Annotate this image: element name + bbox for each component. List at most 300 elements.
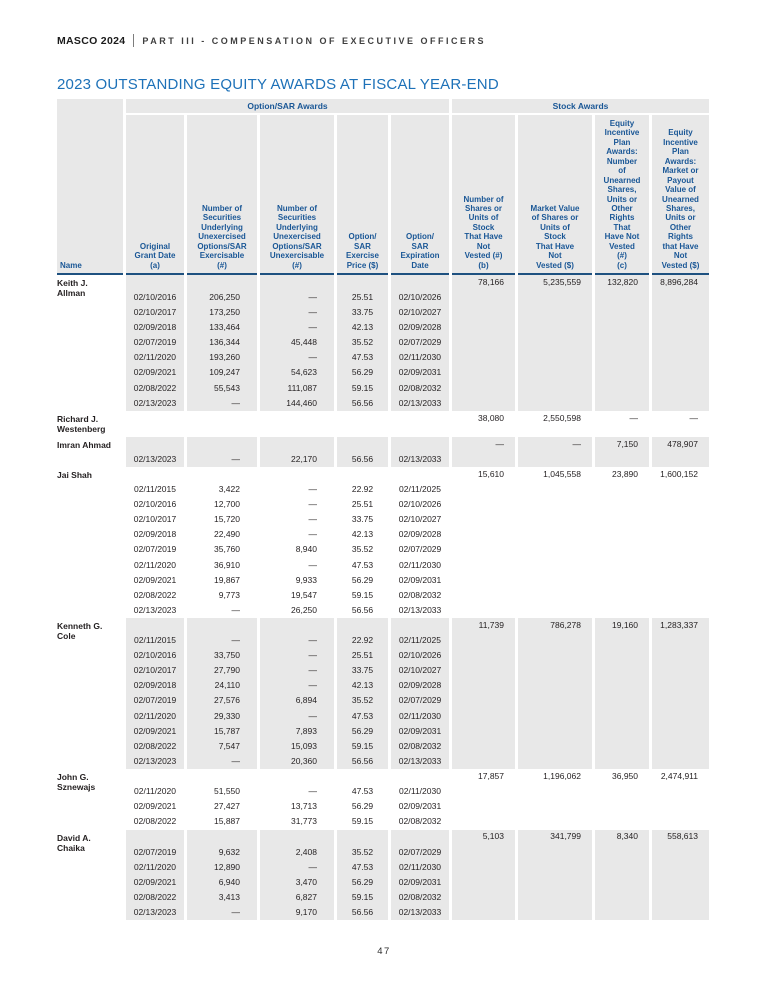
grant-date-cell: 02/10/2016 xyxy=(133,499,177,510)
grant-date-cell: 02/09/2021 xyxy=(126,875,184,890)
empty-cell xyxy=(452,739,515,754)
person-name: Kenneth G. Cole xyxy=(57,618,123,769)
empty-cell xyxy=(187,830,257,845)
column-header-expiration-date: Option/ SAR Expiration Date xyxy=(391,115,449,275)
expiration-date-cell: 02/11/2030 xyxy=(391,709,449,724)
empty-cell xyxy=(452,366,515,381)
column-header-grant-date: Original Grant Date (a) xyxy=(126,115,184,275)
empty-cell xyxy=(652,724,709,739)
grant-date-cell: 02/11/2020 xyxy=(126,351,184,366)
empty-cell xyxy=(452,860,515,875)
empty-cell xyxy=(595,799,649,814)
person-name: Jai Shah xyxy=(57,467,123,618)
market-value-cell: 5,235,559 xyxy=(518,275,592,290)
expiration-date-cell: 02/11/2025 xyxy=(399,483,441,494)
expiration-date-cell: 02/13/2033 xyxy=(391,905,449,920)
unexercisable-cell: 3,470 xyxy=(260,875,334,890)
exercise-price-cell: 59.15 xyxy=(351,589,374,600)
empty-cell xyxy=(652,452,709,467)
expiration-date-cell: 02/07/2029 xyxy=(391,694,449,709)
grant-date-cell: 02/11/2020 xyxy=(134,786,176,797)
exercisable-cell: 9,773 xyxy=(218,589,240,600)
empty-cell xyxy=(595,648,649,663)
grant-date-cell: 02/10/2017 xyxy=(126,663,184,678)
empty-cell xyxy=(652,860,709,875)
exercise-price-cell: 25.51 xyxy=(351,499,374,510)
option-row xyxy=(57,497,709,512)
column-header-row xyxy=(57,115,709,275)
empty-cell xyxy=(518,482,592,497)
grant-date-cell: 02/13/2023 xyxy=(126,754,184,769)
empty-cell xyxy=(260,275,334,290)
unexercisable-cell: 9,170 xyxy=(260,905,334,920)
empty-cell xyxy=(452,305,515,320)
grant-date-cell: 02/07/2019 xyxy=(126,335,184,350)
shares-not-vested-cell: 78,166 xyxy=(452,275,515,290)
exercisable-cell: 136,344 xyxy=(187,335,257,350)
empty-cell xyxy=(652,335,709,350)
column-header-exercisable: Number of Securities Underlying Unexercised Options/SAR Exercisable (#) xyxy=(187,115,257,275)
expiration-date-cell: 02/13/2033 xyxy=(391,396,449,411)
expiration-date-cell: 02/08/2032 xyxy=(398,589,442,600)
empty-cell xyxy=(518,543,592,558)
eip-number-cell: 19,160 xyxy=(595,618,649,633)
unexercisable-cell: — xyxy=(308,483,317,494)
shares-not-vested-cell: 15,610 xyxy=(478,468,504,479)
empty-cell xyxy=(518,799,592,814)
empty-cell xyxy=(518,588,592,603)
person-name: Keith J. Allman xyxy=(57,275,123,411)
empty-cell xyxy=(518,890,592,905)
empty-cell xyxy=(595,815,649,830)
unexercisable-cell: — xyxy=(260,663,334,678)
exercise-price-cell: 59.15 xyxy=(337,739,388,754)
person-row xyxy=(57,275,709,290)
unexercisable-cell: — xyxy=(260,290,334,305)
option-row xyxy=(57,396,709,411)
market-value-cell: 786,278 xyxy=(518,618,592,633)
exercise-price-cell: 35.52 xyxy=(337,335,388,350)
grant-date-cell: 02/08/2022 xyxy=(133,589,177,600)
empty-cell xyxy=(126,275,184,290)
grant-date-cell: 02/07/2019 xyxy=(126,694,184,709)
empty-cell xyxy=(652,558,709,573)
eip-number-cell: 36,950 xyxy=(612,771,638,782)
unexercisable-cell: — xyxy=(308,499,317,510)
empty-cell xyxy=(595,633,649,648)
empty-cell xyxy=(595,497,649,512)
empty-cell xyxy=(452,694,515,709)
empty-cell xyxy=(391,618,449,633)
exercisable-cell: 193,260 xyxy=(187,351,257,366)
empty-cell xyxy=(518,784,592,799)
unexercisable-cell: 144,460 xyxy=(260,396,334,411)
empty-cell xyxy=(518,558,592,573)
empty-cell xyxy=(452,890,515,905)
unexercisable-cell: 15,093 xyxy=(260,739,334,754)
grant-date-cell: 02/10/2017 xyxy=(126,305,184,320)
empty-cell xyxy=(452,815,515,830)
exercisable-cell: 22,490 xyxy=(214,529,240,540)
exercisable-cell: 29,330 xyxy=(187,709,257,724)
empty-cell xyxy=(652,799,709,814)
eip-value-cell: 1,283,337 xyxy=(652,618,709,633)
empty-cell xyxy=(518,860,592,875)
grant-date-cell: 02/11/2020 xyxy=(126,860,184,875)
expiration-date-cell: 02/09/2031 xyxy=(391,366,449,381)
empty-cell xyxy=(518,396,592,411)
option-row xyxy=(57,739,709,754)
empty-cell xyxy=(452,679,515,694)
unexercisable-cell: 111,087 xyxy=(260,381,334,396)
group-header-row xyxy=(57,99,709,115)
exercise-price-cell: 47.53 xyxy=(351,786,374,797)
exercisable-cell: 6,940 xyxy=(187,875,257,890)
empty-cell xyxy=(391,411,449,437)
unexercisable-cell: 13,713 xyxy=(291,801,317,812)
expiration-date-cell: 02/11/2030 xyxy=(399,559,441,570)
grant-date-cell: 02/08/2022 xyxy=(126,890,184,905)
empty-cell xyxy=(652,366,709,381)
unexercisable-cell: 2,408 xyxy=(260,845,334,860)
person-row xyxy=(57,411,709,437)
unexercisable-cell: — xyxy=(308,529,317,540)
exercise-price-cell: 47.53 xyxy=(337,709,388,724)
option-row xyxy=(57,320,709,335)
exercisable-cell: — xyxy=(187,754,257,769)
option-row xyxy=(57,573,709,588)
expiration-date-cell: 02/10/2026 xyxy=(391,648,449,663)
exercisable-cell: — xyxy=(187,396,257,411)
exercisable-cell: 15,887 xyxy=(214,816,240,827)
empty-cell xyxy=(595,573,649,588)
empty-cell xyxy=(595,679,649,694)
column-header-exercise-price: Option/ SAR Exercise Price ($) xyxy=(337,115,388,275)
unexercisable-cell: 45,448 xyxy=(260,335,334,350)
option-row xyxy=(57,633,709,648)
exercise-price-cell: 33.75 xyxy=(337,305,388,320)
empty-cell xyxy=(260,467,334,482)
empty-cell xyxy=(595,396,649,411)
eip-number-cell: 23,890 xyxy=(612,468,638,479)
empty-cell xyxy=(518,527,592,542)
empty-cell xyxy=(652,754,709,769)
expiration-date-cell: 02/09/2028 xyxy=(398,529,442,540)
unexercisable-cell: — xyxy=(260,860,334,875)
empty-cell xyxy=(518,573,592,588)
empty-cell xyxy=(652,290,709,305)
option-row xyxy=(57,860,709,875)
option-row xyxy=(57,679,709,694)
exercise-price-cell: 42.13 xyxy=(337,320,388,335)
expiration-date-cell: 02/10/2027 xyxy=(398,514,442,525)
exercisable-cell: 3,422 xyxy=(218,483,240,494)
exercise-price-cell: 42.13 xyxy=(337,679,388,694)
empty-cell xyxy=(187,618,257,633)
empty-cell xyxy=(518,663,592,678)
empty-cell xyxy=(595,754,649,769)
grant-date-cell: 02/11/2020 xyxy=(134,559,176,570)
empty-cell xyxy=(518,366,592,381)
header-divider xyxy=(133,34,134,47)
exercisable-cell: 133,464 xyxy=(187,320,257,335)
empty-cell xyxy=(391,769,449,784)
exercisable-cell: 33,750 xyxy=(187,648,257,663)
grant-date-cell: 02/09/2021 xyxy=(133,801,177,812)
empty-cell xyxy=(518,305,592,320)
empty-cell xyxy=(452,588,515,603)
unexercisable-cell: 26,250 xyxy=(291,604,317,615)
empty-cell xyxy=(595,512,649,527)
unexercisable-cell: 6,827 xyxy=(260,890,334,905)
option-row xyxy=(57,305,709,320)
option-row xyxy=(57,648,709,663)
person-row xyxy=(57,467,709,482)
empty-cell xyxy=(652,497,709,512)
market-value-cell: 2,550,598 xyxy=(543,412,581,423)
exercise-price-cell: 22.92 xyxy=(337,633,388,648)
exercise-price-cell: 47.53 xyxy=(337,351,388,366)
person-row xyxy=(57,830,709,845)
empty-cell xyxy=(260,830,334,845)
empty-cell xyxy=(652,648,709,663)
empty-cell xyxy=(452,633,515,648)
empty-cell xyxy=(652,396,709,411)
option-row xyxy=(57,588,709,603)
empty-cell xyxy=(452,497,515,512)
column-header-eip-number: Equity Incentive Plan Awards: Number of Unearned Shares, Units or Other Rights That Have Not Vested (#) (c) xyxy=(595,115,649,275)
empty-cell xyxy=(652,815,709,830)
empty-cell xyxy=(652,633,709,648)
unexercisable-cell: 22,170 xyxy=(260,452,334,467)
expiration-date-cell: 02/07/2029 xyxy=(398,544,442,555)
exercise-price-cell: 56.56 xyxy=(337,452,388,467)
exercisable-cell: 173,250 xyxy=(187,305,257,320)
empty-cell xyxy=(337,437,388,452)
unexercisable-cell: — xyxy=(308,559,317,570)
empty-cell xyxy=(452,573,515,588)
eip-number-cell: 132,820 xyxy=(595,275,649,290)
person-row xyxy=(57,618,709,633)
empty-cell xyxy=(518,905,592,920)
page-title: 2023 OUTSTANDING EQUITY AWARDS AT FISCAL YEAR-END xyxy=(57,76,499,93)
unexercisable-cell: 54,623 xyxy=(260,366,334,381)
empty-cell xyxy=(452,482,515,497)
empty-cell xyxy=(518,381,592,396)
exercisable-cell: 27,576 xyxy=(187,694,257,709)
expiration-date-cell: 02/09/2031 xyxy=(391,875,449,890)
empty-cell xyxy=(595,709,649,724)
grant-date-cell: 02/10/2016 xyxy=(126,290,184,305)
exercisable-cell: 36,910 xyxy=(214,559,240,570)
empty-cell xyxy=(452,381,515,396)
column-header-unexercisable: Number of Securities Underlying Unexercised Options/SAR Unexercisable (#) xyxy=(260,115,334,275)
empty-cell xyxy=(187,769,257,784)
option-row xyxy=(57,482,709,497)
unexercisable-cell: — xyxy=(260,351,334,366)
unexercisable-cell: — xyxy=(260,709,334,724)
exercisable-cell: 27,790 xyxy=(187,663,257,678)
person-name: Imran Ahmad xyxy=(57,437,123,467)
empty-cell xyxy=(452,543,515,558)
option-row xyxy=(57,890,709,905)
empty-cell xyxy=(452,784,515,799)
column-header-market-value: Market Value of Shares or Units of Stock That Have Not Vested ($) xyxy=(518,115,592,275)
expiration-date-cell: 02/08/2032 xyxy=(391,890,449,905)
unexercisable-cell: — xyxy=(308,514,317,525)
unexercisable-cell: 31,773 xyxy=(291,816,317,827)
empty-cell xyxy=(126,830,184,845)
empty-cell xyxy=(652,694,709,709)
table-header xyxy=(57,99,709,275)
exercisable-cell: — xyxy=(187,452,257,467)
exercisable-cell: — xyxy=(231,604,240,615)
empty-cell xyxy=(518,724,592,739)
empty-cell xyxy=(518,320,592,335)
expiration-date-cell: 02/13/2033 xyxy=(391,754,449,769)
grant-date-cell: 02/13/2023 xyxy=(126,905,184,920)
empty-cell xyxy=(595,482,649,497)
empty-cell xyxy=(652,603,709,618)
shares-not-vested-cell: — xyxy=(452,437,515,452)
exercisable-cell: — xyxy=(187,905,257,920)
empty-cell xyxy=(452,799,515,814)
shares-not-vested-cell: 17,857 xyxy=(478,771,504,782)
empty-cell xyxy=(518,335,592,350)
empty-cell xyxy=(652,784,709,799)
unexercisable-cell: 9,933 xyxy=(295,574,317,585)
expiration-date-cell: 02/13/2033 xyxy=(398,604,442,615)
exercise-price-cell: 25.51 xyxy=(337,290,388,305)
eip-value-cell: 2,474,911 xyxy=(660,771,698,782)
exercise-price-cell: 56.56 xyxy=(351,604,374,615)
empty-cell xyxy=(518,815,592,830)
empty-cell xyxy=(337,275,388,290)
grant-date-cell: 02/11/2015 xyxy=(134,483,176,494)
empty-cell xyxy=(518,497,592,512)
exercise-price-cell: 56.56 xyxy=(337,396,388,411)
empty-cell xyxy=(337,618,388,633)
option-row xyxy=(57,724,709,739)
empty-cell xyxy=(595,351,649,366)
empty-cell xyxy=(126,437,184,452)
empty-cell xyxy=(652,875,709,890)
market-value-cell: 1,045,558 xyxy=(543,468,581,479)
person-name: Richard J. Westenberg xyxy=(57,411,123,437)
exercisable-cell: 7,547 xyxy=(187,739,257,754)
empty-cell xyxy=(518,452,592,467)
unexercisable-cell: — xyxy=(260,320,334,335)
empty-cell xyxy=(652,512,709,527)
exercise-price-cell: 25.51 xyxy=(337,648,388,663)
exercisable-cell: 109,247 xyxy=(187,366,257,381)
empty-cell xyxy=(452,724,515,739)
empty-cell xyxy=(518,648,592,663)
unexercisable-cell: 7,893 xyxy=(260,724,334,739)
group-header-option-sar-awards: Option/SAR Awards xyxy=(126,99,449,115)
exercisable-cell: 35,760 xyxy=(214,544,240,555)
empty-cell xyxy=(452,335,515,350)
empty-cell xyxy=(452,845,515,860)
eip-value-cell: 1,600,152 xyxy=(660,468,698,479)
table-body xyxy=(57,275,709,920)
empty-cell xyxy=(518,739,592,754)
empty-cell xyxy=(652,890,709,905)
empty-cell xyxy=(518,290,592,305)
empty-cell xyxy=(518,875,592,890)
person-name: John G. Sznewajs xyxy=(57,769,123,829)
exercise-price-cell: 35.52 xyxy=(337,845,388,860)
exercise-price-cell: 35.52 xyxy=(337,694,388,709)
empty-cell xyxy=(652,305,709,320)
grant-date-cell: 02/07/2019 xyxy=(133,544,177,555)
exercisable-cell: 27,427 xyxy=(214,801,240,812)
exercisable-cell: — xyxy=(187,633,257,648)
option-row xyxy=(57,290,709,305)
expiration-date-cell: 02/09/2031 xyxy=(398,574,442,585)
empty-cell xyxy=(595,527,649,542)
option-row xyxy=(57,558,709,573)
expiration-date-cell: 02/09/2031 xyxy=(391,724,449,739)
document-header xyxy=(57,34,713,47)
market-value-cell: 1,196,062 xyxy=(543,771,581,782)
empty-cell xyxy=(391,437,449,452)
person-name: David A. Chaika xyxy=(57,830,123,921)
eip-value-cell: — xyxy=(689,412,698,423)
shares-not-vested-cell: 5,103 xyxy=(452,830,515,845)
empty-cell xyxy=(595,305,649,320)
empty-cell xyxy=(126,467,184,482)
breadcrumb: PART III - COMPENSATION OF EXECUTIVE OFFICERS xyxy=(142,35,487,46)
expiration-date-cell: 02/13/2033 xyxy=(391,452,449,467)
empty-cell xyxy=(187,467,257,482)
empty-cell xyxy=(452,396,515,411)
exercise-price-cell: 47.53 xyxy=(337,860,388,875)
eip-number-cell: 7,150 xyxy=(595,437,649,452)
grant-date-cell: 02/13/2023 xyxy=(126,396,184,411)
grant-date-cell: 02/13/2023 xyxy=(126,452,184,467)
name-column-header: Name xyxy=(57,99,123,275)
exercisable-cell: 15,720 xyxy=(214,514,240,525)
empty-cell xyxy=(452,648,515,663)
empty-cell xyxy=(391,275,449,290)
empty-cell xyxy=(595,543,649,558)
grant-date-cell: 02/09/2018 xyxy=(126,320,184,335)
expiration-date-cell: 02/10/2026 xyxy=(391,290,449,305)
grant-date-cell: 02/10/2017 xyxy=(133,514,177,525)
empty-cell xyxy=(595,290,649,305)
empty-cell xyxy=(518,845,592,860)
exercisable-cell: 12,890 xyxy=(187,860,257,875)
expiration-date-cell: 02/07/2029 xyxy=(391,845,449,860)
expiration-date-cell: 02/11/2030 xyxy=(399,786,441,797)
column-header-shares-not-vested: Number of Shares or Units of Stock That Have Not Vested (#) (b) xyxy=(452,115,515,275)
exercise-price-cell: 33.75 xyxy=(337,663,388,678)
empty-cell xyxy=(652,845,709,860)
empty-cell xyxy=(595,890,649,905)
grant-date-cell: 02/08/2022 xyxy=(126,739,184,754)
empty-cell xyxy=(652,381,709,396)
expiration-date-cell: 02/10/2027 xyxy=(391,663,449,678)
empty-cell xyxy=(452,603,515,618)
empty-cell xyxy=(452,320,515,335)
empty-cell xyxy=(337,769,388,784)
grant-date-cell: 02/09/2021 xyxy=(133,574,177,585)
option-row xyxy=(57,452,709,467)
empty-cell xyxy=(126,769,184,784)
empty-cell xyxy=(595,366,649,381)
market-value-cell: 341,799 xyxy=(518,830,592,845)
